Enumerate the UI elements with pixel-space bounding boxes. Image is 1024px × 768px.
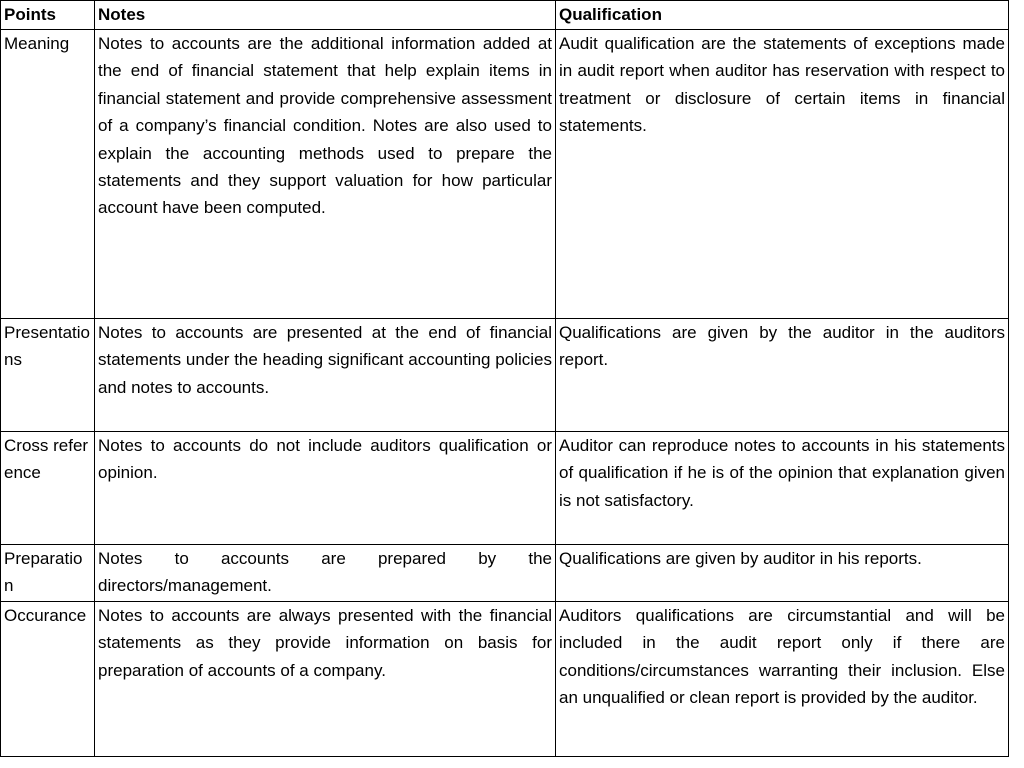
table-row [1, 319, 1009, 432]
qualification-cell: Auditors qualifications are circumstantial and will be included in the audit report only if there are conditions/circumstances warranting their inclusion. Else an unqualified or clean report is provided by the auditor. [556, 602, 1009, 757]
header-row [1, 1, 1009, 30]
table-row [1, 30, 1009, 319]
qualification-cell: Auditor can reproduce notes to accounts in his statements of qualification if he is of the opinion that explanation given is not satisfactory. [556, 432, 1009, 545]
point-cell: Meaning [1, 30, 95, 319]
header-notes: Notes [95, 1, 556, 30]
header-qualification: Qualification [556, 1, 1009, 30]
qualification-cell: Audit qualification are the statements of exceptions made in audit report when auditor has reservation with respect to treatment or disclosure of certain items in financial statements. [556, 30, 1009, 319]
table-row [1, 545, 1009, 602]
notes-cell: Notes to accounts are the additional information added at the end of financial statement that help explain items in financial statement and provide comprehensive assessment of a company’s financial condition. Notes are also used to explain the accounting methods used to prepare the statements and they support valuation for how particular account have been computed. [95, 30, 556, 319]
notes-cell: Notes to accounts are presented at the end of financial statements under the heading significant accounting policies and notes to accounts. [95, 319, 556, 432]
point-cell: Preparation [1, 545, 95, 602]
point-cell: Cross reference [1, 432, 95, 545]
notes-cell: Notes to accounts do not include auditors qualification or opinion. [95, 432, 556, 545]
table-row [1, 432, 1009, 545]
qualification-cell: Qualifications are given by the auditor in the auditors report. [556, 319, 1009, 432]
notes-cell: Notes to accounts are prepared by the directors/management. [95, 545, 556, 602]
qualification-cell: Qualifications are given by auditor in his reports. [556, 545, 1009, 602]
point-cell: Presentations [1, 319, 95, 432]
header-points: Points [1, 1, 95, 30]
point-cell: Occurance [1, 602, 95, 757]
notes-cell: Notes to accounts are always presented with the financial statements as they provide information on basis for preparation of accounts of a company. [95, 602, 556, 757]
table-row [1, 602, 1009, 757]
